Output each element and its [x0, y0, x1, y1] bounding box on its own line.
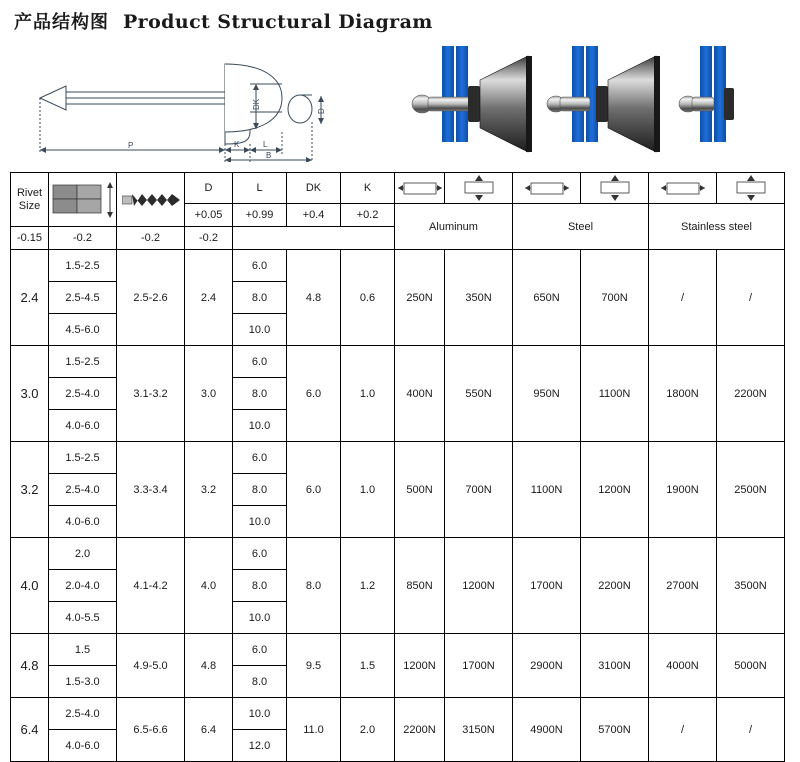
- cell-aluminum-shear: 400N: [395, 346, 445, 442]
- cell-steel-shear: 2900N: [513, 634, 581, 698]
- cell-length: 10.0: [233, 314, 287, 346]
- page-header: [0, 0, 800, 34]
- cell-length: 10.0: [233, 698, 287, 730]
- cell-drill-diameter: 2.5-2.6: [117, 250, 185, 346]
- cell-d-nominal: 6.4: [185, 698, 233, 762]
- cell-steel-shear: 4900N: [513, 698, 581, 762]
- install-step-1: [412, 46, 532, 152]
- cell-aluminum-shear: 1200N: [395, 634, 445, 698]
- cell-d-nominal: 4.0: [185, 538, 233, 634]
- tol-dk-minus: -0.2: [117, 227, 185, 250]
- cell-stainless-shear: 2700N: [649, 538, 717, 634]
- cell-k: 1.0: [341, 442, 395, 538]
- cell-grip-range: 1.5-2.5: [49, 346, 117, 378]
- header-steel-tensile-icon-cell: [581, 173, 649, 204]
- dim-label-l: L: [263, 140, 268, 149]
- cell-d-nominal: 3.2: [185, 442, 233, 538]
- shear-load-icon: [661, 177, 705, 199]
- material-steel: Steel: [513, 204, 649, 250]
- cell-length: 6.0: [233, 346, 287, 378]
- tol-l-minus: -0.2: [49, 227, 117, 250]
- cell-grip-range: 2.5-4.5: [49, 282, 117, 314]
- header-rivet-size-line1: Rivet: [11, 187, 48, 200]
- cell-d-nominal: 3.0: [185, 346, 233, 442]
- table-row: [11, 442, 800, 474]
- cell-k: 1.2: [341, 538, 395, 634]
- header-alu-shear-icon-cell: [395, 173, 445, 204]
- tensile-load-icon: [598, 175, 632, 201]
- cell-steel-shear: 650N: [513, 250, 581, 346]
- cell-aluminum-shear: 500N: [395, 442, 445, 538]
- grip-range-arrow-icon: [106, 181, 114, 219]
- cell-stainless-tensile: 2200N: [717, 346, 785, 442]
- cell-stainless-tensile: 3500N: [717, 538, 785, 634]
- cell-grip-range: 4.0-6.0: [49, 730, 117, 762]
- dim-label-d: D: [317, 108, 326, 114]
- cell-length: 6.0: [233, 538, 287, 570]
- dim-label-p: P: [128, 141, 133, 150]
- cell-grip-range: 1.5-2.5: [49, 250, 117, 282]
- cell-k: 2.0: [341, 698, 395, 762]
- cell-drill-diameter: 4.1-4.2: [117, 538, 185, 634]
- cell-dk: 11.0: [287, 698, 341, 762]
- rivet-technical-drawing: [10, 34, 390, 162]
- header-l: L: [233, 173, 287, 204]
- cell-steel-shear: 1700N: [513, 538, 581, 634]
- install-step-3: [679, 46, 734, 142]
- header-rivet-size: [11, 173, 49, 227]
- cell-k: 1.5: [341, 634, 395, 698]
- cell-d-nominal: 2.4: [185, 250, 233, 346]
- cell-drill-diameter: 6.5-6.6: [117, 698, 185, 762]
- cell-rivet-size: 3.0: [11, 346, 49, 442]
- header-k: K: [341, 173, 395, 204]
- header-ss-tensile-icon-cell: [717, 173, 785, 204]
- header-steel-shear-icon-cell: [513, 173, 581, 204]
- tol-k-minus: -0.2: [185, 227, 233, 250]
- cell-aluminum-shear: 850N: [395, 538, 445, 634]
- cell-d-nominal: 4.8: [185, 634, 233, 698]
- cell-stainless-tensile: 5000N: [717, 634, 785, 698]
- header-dk: DK: [287, 173, 341, 204]
- cell-steel-tensile: 1200N: [581, 442, 649, 538]
- cell-stainless-shear: /: [649, 698, 717, 762]
- cell-aluminum-tensile: 1200N: [445, 538, 513, 634]
- cell-stainless-tensile: 2500N: [717, 442, 785, 538]
- cell-aluminum-shear: 250N: [395, 250, 445, 346]
- cell-length: 6.0: [233, 442, 287, 474]
- cell-length: 10.0: [233, 506, 287, 538]
- cell-length: 6.0: [233, 250, 287, 282]
- tol-dk-plus: +0.4: [287, 204, 341, 227]
- dim-label-k: K: [234, 140, 240, 149]
- cell-steel-tensile: 5700N: [581, 698, 649, 762]
- cell-k: 1.0: [341, 346, 395, 442]
- cell-grip-range: 2.0: [49, 538, 117, 570]
- cell-stainless-shear: /: [649, 250, 717, 346]
- cell-length: 8.0: [233, 666, 287, 698]
- table-row: [11, 698, 800, 730]
- cell-dk: 6.0: [287, 346, 341, 442]
- cell-stainless-tensile: /: [717, 698, 785, 762]
- cell-dk: 8.0: [287, 538, 341, 634]
- tensile-load-icon: [462, 175, 496, 201]
- material-aluminum: Aluminum: [395, 204, 513, 250]
- cell-stainless-shear: 1900N: [649, 442, 717, 538]
- tensile-load-icon: [734, 175, 768, 201]
- cell-aluminum-tensile: 350N: [445, 250, 513, 346]
- cell-drill-diameter: 3.3-3.4: [117, 442, 185, 538]
- cell-dk: 4.8: [287, 250, 341, 346]
- cell-grip-range: 2.0-4.0: [49, 570, 117, 602]
- specification-table: [10, 172, 800, 762]
- header-rivet-size-line2: Size: [11, 200, 48, 213]
- cell-grip-range: 1.5: [49, 634, 117, 666]
- cell-length: 12.0: [233, 730, 287, 762]
- table-row: [11, 634, 800, 666]
- cell-rivet-size: 3.2: [11, 442, 49, 538]
- cell-drill-diameter: 4.9-5.0: [117, 634, 185, 698]
- table-header-row: [11, 173, 800, 204]
- cell-dk: 9.5: [287, 634, 341, 698]
- material-stainless-steel: Stainless steel: [649, 204, 785, 250]
- cell-drill-diameter: 3.1-3.2: [117, 346, 185, 442]
- drill-bit-icon: [122, 188, 180, 212]
- cell-grip-range: 4.5-6.0: [49, 314, 117, 346]
- dim-label-b: B: [266, 151, 271, 160]
- cell-grip-range: 1.5-3.0: [49, 666, 117, 698]
- cell-rivet-size: 4.8: [11, 634, 49, 698]
- cell-stainless-shear: 1800N: [649, 346, 717, 442]
- cell-grip-range: 4.0-6.0: [49, 410, 117, 442]
- tol-l-plus: +0.99: [233, 204, 287, 227]
- cell-aluminum-tensile: 1700N: [445, 634, 513, 698]
- rivet-installation-sequence: [400, 34, 790, 162]
- page-title-cn: 产品结构图: [14, 8, 109, 34]
- cell-length: 6.0: [233, 634, 287, 666]
- cell-grip-range: 2.5-4.0: [49, 378, 117, 410]
- cell-grip-range: 2.5-4.0: [49, 474, 117, 506]
- cell-aluminum-tensile: 700N: [445, 442, 513, 538]
- cell-grip-range: 2.5-4.0: [49, 698, 117, 730]
- cell-length: 8.0: [233, 570, 287, 602]
- cell-stainless-shear: 4000N: [649, 634, 717, 698]
- cell-length: 10.0: [233, 410, 287, 442]
- cell-aluminum-tensile: 550N: [445, 346, 513, 442]
- header-ss-shear-icon-cell: [649, 173, 717, 204]
- dim-label-dk: DK: [252, 98, 261, 110]
- table-row: [11, 250, 800, 282]
- cell-aluminum-shear: 2200N: [395, 698, 445, 762]
- cell-steel-tensile: 2200N: [581, 538, 649, 634]
- cell-steel-tensile: 700N: [581, 250, 649, 346]
- cell-steel-tensile: 3100N: [581, 634, 649, 698]
- cell-rivet-size: 2.4: [11, 250, 49, 346]
- cell-grip-range: 4.0-5.5: [49, 602, 117, 634]
- cell-k: 0.6: [341, 250, 395, 346]
- spec-table-wrapper: [10, 172, 800, 762]
- shear-load-icon: [525, 177, 569, 199]
- cell-stainless-tensile: /: [717, 250, 785, 346]
- header-d: D: [185, 173, 233, 204]
- table-row: [11, 346, 800, 378]
- tol-d-plus: +0.05: [185, 204, 233, 227]
- cell-dk: 6.0: [287, 442, 341, 538]
- cell-steel-shear: 950N: [513, 346, 581, 442]
- page-title-en: Product Structural Diagram: [123, 11, 433, 33]
- cell-rivet-size: 4.0: [11, 538, 49, 634]
- cell-length: 8.0: [233, 378, 287, 410]
- cell-aluminum-tensile: 3150N: [445, 698, 513, 762]
- grip-range-icon: [51, 181, 103, 219]
- cell-rivet-size: 6.4: [11, 698, 49, 762]
- cell-grip-range: 1.5-2.5: [49, 442, 117, 474]
- cell-length: 8.0: [233, 474, 287, 506]
- shear-load-icon: [398, 177, 442, 199]
- drawings-area: [0, 34, 800, 162]
- header-alu-tensile-icon-cell: [445, 173, 513, 204]
- cell-steel-tensile: 1100N: [581, 346, 649, 442]
- install-step-2: [547, 46, 660, 152]
- tol-d-minus: -0.15: [11, 227, 49, 250]
- header-grip-range-icon-cell: [49, 173, 117, 227]
- table-row: [11, 538, 800, 570]
- cell-grip-range: 4.0-6.0: [49, 506, 117, 538]
- cell-steel-shear: 1100N: [513, 442, 581, 538]
- cell-length: 8.0: [233, 282, 287, 314]
- tol-k-plus: +0.2: [341, 204, 395, 227]
- header-drill-icon-cell: [117, 173, 185, 227]
- cell-length: 10.0: [233, 602, 287, 634]
